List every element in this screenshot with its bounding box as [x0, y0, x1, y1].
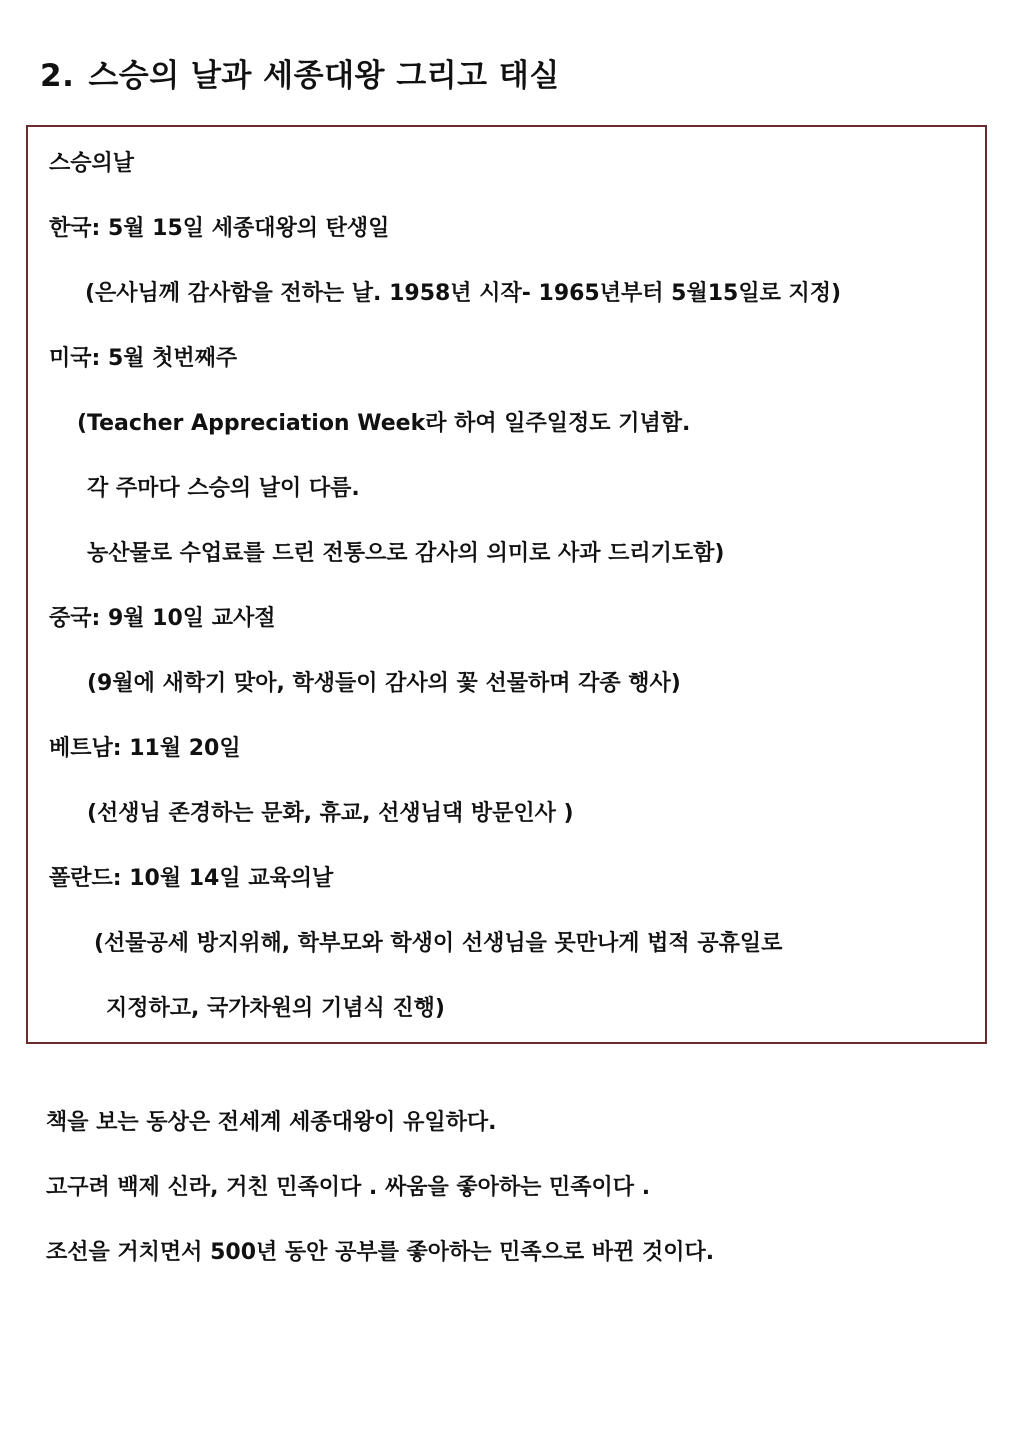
paragraph-line-2: 고구려 백제 신라, 거친 민족이다 . 싸움을 좋아하는 민족이다 . [46, 1175, 651, 1200]
teachers-day-box [26, 125, 987, 1044]
poland-note-1: (선물공세 방지위해, 학부모와 학생이 선생님을 못만나게 법적 공휴일로 [94, 931, 783, 956]
section-number: 2. [40, 58, 75, 94]
usa-note-2: 각 주마다 스승의 날이 다름. [87, 476, 360, 501]
usa-entry: 미국: 5월 첫번째주 [49, 346, 238, 371]
section-title [40, 50, 560, 95]
china-entry: 중국: 9월 10일 교사절 [49, 606, 276, 631]
paragraph-line-3: 조선을 거치면서 500년 동안 공부를 좋아하는 민족으로 바뀐 것이다. [46, 1240, 715, 1265]
poland-note-2: 지정하고, 국가차원의 기념식 진행) [106, 996, 445, 1021]
usa-note-3: 농산물로 수업료를 드린 전통으로 감사의 의미로 사과 드리기도함) [87, 541, 725, 566]
usa-note-1: (Teacher Appreciation Week라 하여 일주일정도 기념함. [77, 411, 691, 436]
section-heading-text: 스승의 날과 세종대왕 그리고 태실 [88, 58, 560, 94]
paragraph-line-1: 책을 보는 동상은 전세계 세종대왕이 유일하다. [46, 1110, 497, 1135]
box-heading: 스승의날 [49, 151, 135, 176]
vietnam-note: (선생님 존경하는 문화, 휴교, 선생님댁 방문인사 ) [87, 801, 574, 826]
korea-entry: 한국: 5월 15일 세종대왕의 탄생일 [49, 216, 390, 241]
china-note: (9월에 새학기 맞아, 학생들이 감사의 꽃 선물하며 각종 행사) [87, 671, 681, 696]
poland-entry: 폴란드: 10월 14일 교육의날 [49, 866, 334, 891]
korea-note: (은사님께 감사함을 전하는 날. 1958년 시작- 1965년부터 5월15일로 지정) [85, 281, 842, 306]
vietnam-entry: 베트남: 11월 20일 [49, 736, 241, 761]
